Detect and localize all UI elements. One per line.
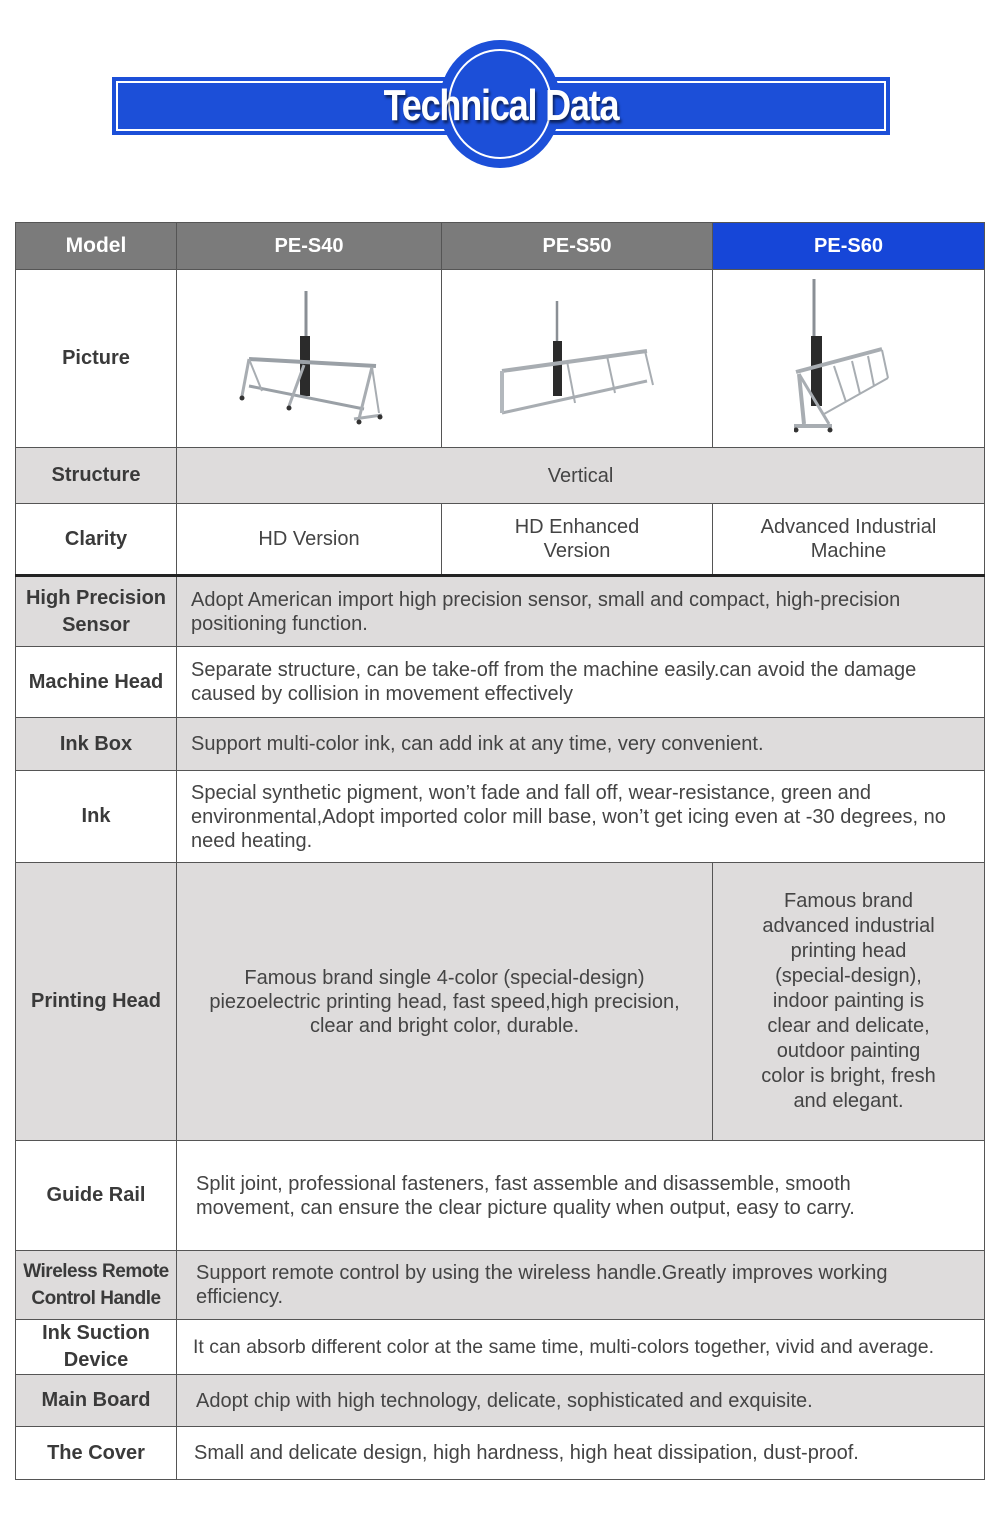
- table-row-printing-head: [16, 863, 985, 1141]
- wall-printer-image: [234, 281, 384, 431]
- row-label: Wireless Remote Control Handle: [16, 1251, 177, 1320]
- ink-suction-value: It can absorb different color at the same time, multi-colors together, vivid and average.: [177, 1320, 985, 1375]
- technical-data-table: [15, 222, 985, 1480]
- row-label: The Cover: [16, 1427, 177, 1480]
- table-row-main-board: [16, 1375, 985, 1427]
- wireless-remote-value: Support remote control by using the wireless handle.Greatly improves working efficiency.: [177, 1251, 985, 1320]
- row-label: Picture: [16, 270, 177, 448]
- ink-box-value: Support multi-color ink, can add ink at any time, very convenient.: [177, 718, 985, 771]
- row-label: Guide Rail: [16, 1141, 177, 1251]
- table-row-picture: [16, 270, 985, 448]
- table-row-ink-suction: [16, 1320, 985, 1375]
- structure-value: Vertical: [177, 448, 985, 504]
- product-image-pe-s50: [442, 270, 713, 448]
- clarity-value-pe-s60: Advanced Industrial Machine: [713, 504, 985, 576]
- model-pe-s40-header: PE-S40: [177, 223, 442, 270]
- product-image-pe-s40: [177, 270, 442, 448]
- clarity-value-pe-s50: HD Enhanced Version: [442, 504, 713, 576]
- guide-rail-value: Split joint, professional fasteners, fast assemble and disassemble, smooth movement, can ensure the clear picture quality when output, easy to carry.: [177, 1141, 985, 1251]
- table-header-row: [16, 223, 985, 270]
- row-label: Main Board: [16, 1375, 177, 1427]
- table-row-guide-rail: [16, 1141, 985, 1251]
- printing-head-value-pe-s60: Famous brand advanced industrial printing head (special-design), indoor painting is clear and delicate, outdoor painting color is bright, fresh and elegant.: [713, 863, 985, 1141]
- ink-value: Special synthetic pigment, won’t fade and fall off, wear-resistance, green and environmental,Adopt imported color mill base, won’t get icing even at -30 degrees, no need heating.: [177, 771, 985, 863]
- clarity-value-pe-s40: HD Version: [177, 504, 442, 576]
- page-title: Technical Data: [383, 81, 619, 130]
- cover-value: Small and delicate design, high hardness, high heat dissipation, dust-proof.: [177, 1427, 985, 1480]
- row-label: Clarity: [16, 504, 177, 576]
- wall-printer-image: [794, 274, 904, 439]
- table-row-structure: [16, 448, 985, 504]
- row-label: High Precision Sensor: [16, 576, 177, 647]
- model-pe-s50-header: PE-S50: [442, 223, 713, 270]
- table-row-cover: [16, 1427, 985, 1480]
- main-board-value: Adopt chip with high technology, delicate, sophisticated and exquisite.: [177, 1375, 985, 1427]
- row-label: Ink Box: [16, 718, 177, 771]
- wall-printer-image: [497, 281, 657, 431]
- high-precision-sensor-value: Adopt American import high precision sensor, small and compact, high-precision positioning function.: [177, 576, 985, 647]
- table-row-ink: [16, 771, 985, 863]
- table-row-machine-head: [16, 647, 985, 718]
- row-label: Structure: [16, 448, 177, 504]
- table-row-clarity: [16, 504, 985, 576]
- printing-head-value-pe-s40-s50: Famous brand single 4-color (special-design) piezoelectric printing head, fast speed,high precision, clear and bright color, durable.: [177, 863, 713, 1141]
- row-label: Machine Head: [16, 647, 177, 718]
- product-image-pe-s60: [713, 270, 985, 448]
- machine-head-value: Separate structure, can be take-off from the machine easily.can avoid the damage caused by collision in movement effectively: [177, 647, 985, 718]
- row-label: Printing Head: [16, 863, 177, 1141]
- model-header: Model: [16, 223, 177, 270]
- table-row-high-precision-sensor: [16, 576, 985, 647]
- model-pe-s60-header: PE-S60: [713, 223, 985, 270]
- row-label: Ink Suction Device: [16, 1320, 177, 1375]
- table-row-wireless-remote: [16, 1251, 985, 1320]
- table-row-ink-box: [16, 718, 985, 771]
- row-label: Ink: [16, 771, 177, 863]
